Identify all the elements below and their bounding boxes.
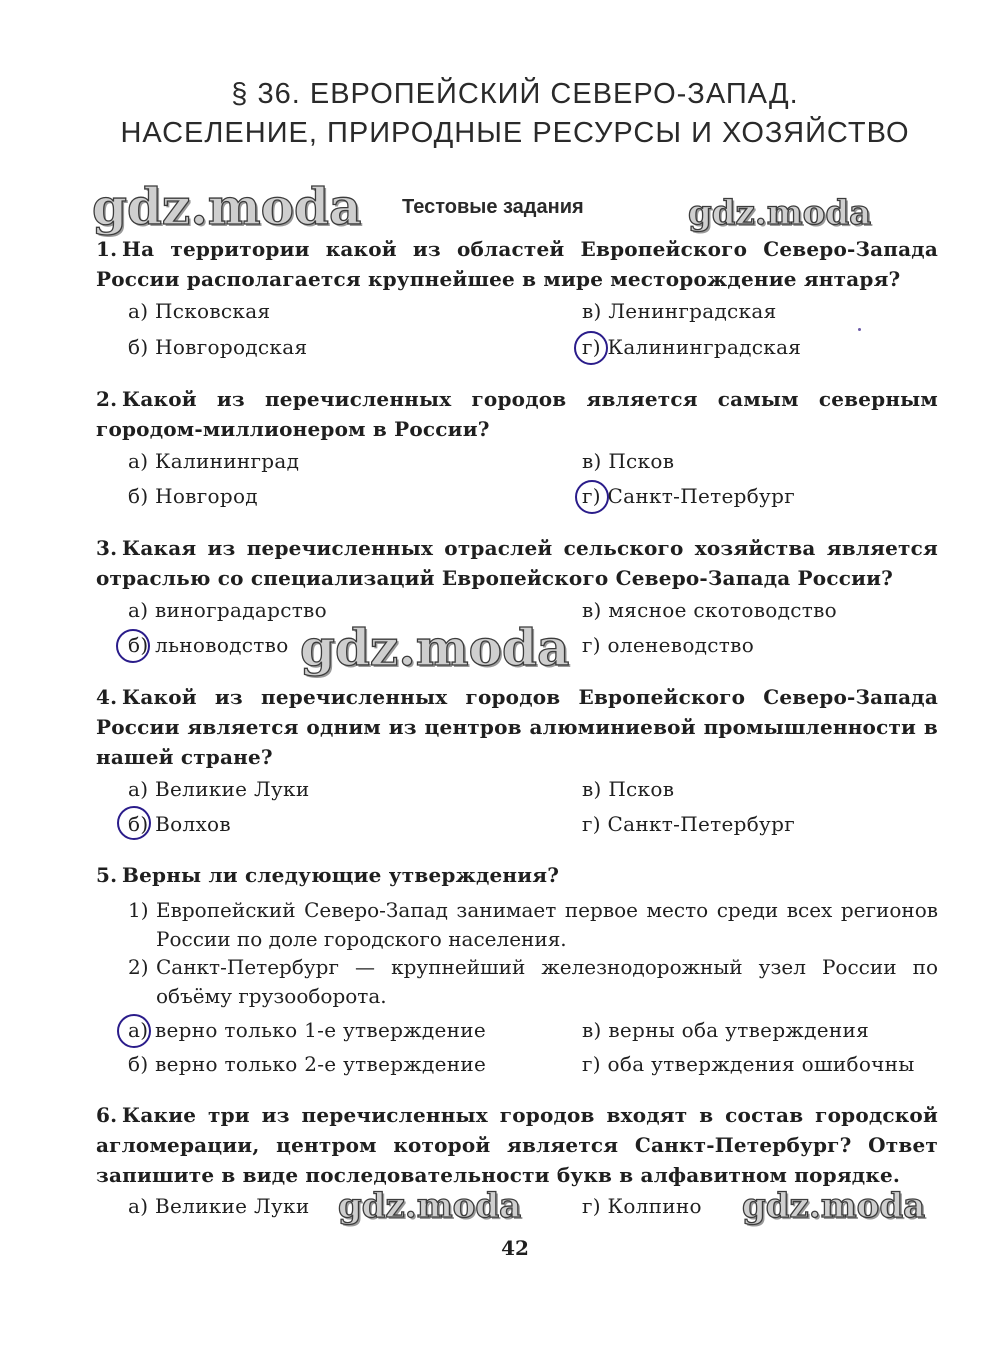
page-title-line-1: § 36. ЕВРОПЕЙСКИЙ СЕВЕРО-ЗАПАД. [231,78,799,110]
answer-option[interactable]: в) Псков [582,777,675,801]
statement-2 [128,953,938,1011]
answer-option[interactable]: в) Ленинградская [582,299,777,323]
question-3 [96,533,938,593]
question-number: 3. [96,536,118,560]
watermark: gdz.moda [92,177,362,236]
answer-option[interactable]: а) Великие Луки [128,1194,310,1218]
answer-option[interactable]: а) Псковская [128,299,271,323]
watermark: gdz.moda [688,193,872,233]
answer-option[interactable]: в) Псков [582,449,675,473]
pen-dot [858,328,861,331]
question-6 [96,1100,938,1190]
question-text: На территории какой из областей Европейского Северо-Запада России располагается крупнейшее в мире месторождение янтаря? [96,237,938,291]
section-heading: Тестовые задания [402,196,584,218]
page-number: 42 [501,1236,529,1260]
answer-option[interactable]: а) Великие Луки [128,777,310,801]
watermark: gdz.moda [300,618,570,677]
question-number: 6. [96,1103,118,1127]
answer-circle-mark [574,331,608,365]
answer-option[interactable]: б) Волхов [128,812,231,836]
question-1 [96,234,938,294]
answer-option[interactable]: г) Санкт-Петербург [582,484,795,508]
answer-option[interactable]: а) виноградарство [128,598,327,622]
answer-circle-mark [116,629,150,663]
question-text: Какой из перечисленных городов является самым северным городом-миллионером в России? [96,387,938,441]
answer-option[interactable]: в) верны оба утверждения [582,1018,870,1042]
answer-option[interactable]: б) верно только 2-е утверждение [128,1052,487,1076]
answer-option[interactable]: г) Калининградская [582,335,802,359]
answer-option[interactable]: б) Новгородская [128,335,308,359]
answer-option[interactable]: в) мясное скотоводство [582,598,837,622]
answer-option[interactable]: б) льноводство [128,633,289,657]
statement-text: Европейский Северо-Запад занимает первое место среди всех регионов России по доле городского населения. [156,898,938,951]
question-number: 5. [96,863,118,887]
question-text: Какие три из перечисленных городов входят в состав городской агломерации, центром которой является Санкт-Петербург? Ответ запишите в виде последовательности букв в алфавитном порядке. [96,1103,938,1187]
watermark: gdz.moda [338,1186,522,1226]
question-text: Какой из перечисленных городов Европейского Северо-Запада России является одним из центров алюминиевой промышленности в нашей стране? [96,685,938,769]
answer-option[interactable]: г) Колпино [582,1194,702,1218]
answer-option[interactable]: б) Новгород [128,484,258,508]
question-text: Верны ли следующие утверждения? [122,863,560,887]
question-text: Какая из перечисленных отраслей сельского хозяйства является отраслью со специализаций Европейского Северо-Запада России? [96,536,938,590]
answer-circle-mark [117,806,151,840]
question-4 [96,682,938,772]
page-title-line-2: НАСЕЛЕНИЕ, ПРИРОДНЫЕ РЕСУРСЫ И ХОЗЯЙСТВО [120,117,910,149]
watermark: gdz.moda [742,1186,926,1226]
answer-circle-mark [575,480,609,514]
answer-option[interactable]: г) оленеводство [582,633,755,657]
question-number: 2. [96,387,118,411]
question-number: 1. [96,237,118,261]
statement-number: 1) [128,898,149,922]
answer-option[interactable]: а) верно только 1-е утверждение [128,1018,487,1042]
answer-option[interactable]: г) оба утверждения ошибочны [582,1052,915,1076]
statement-1 [128,896,938,954]
question-5 [96,860,938,890]
statement-text: Санкт-Петербург — крупнейший железнодорожный узел России по объёму грузооборота. [156,955,938,1008]
answer-circle-mark [117,1014,151,1048]
answer-option[interactable]: а) Калининград [128,449,300,473]
question-number: 4. [96,685,118,709]
answer-option[interactable]: г) Санкт-Петербург [582,812,795,836]
question-2 [96,384,938,444]
statement-number: 2) [128,955,149,979]
